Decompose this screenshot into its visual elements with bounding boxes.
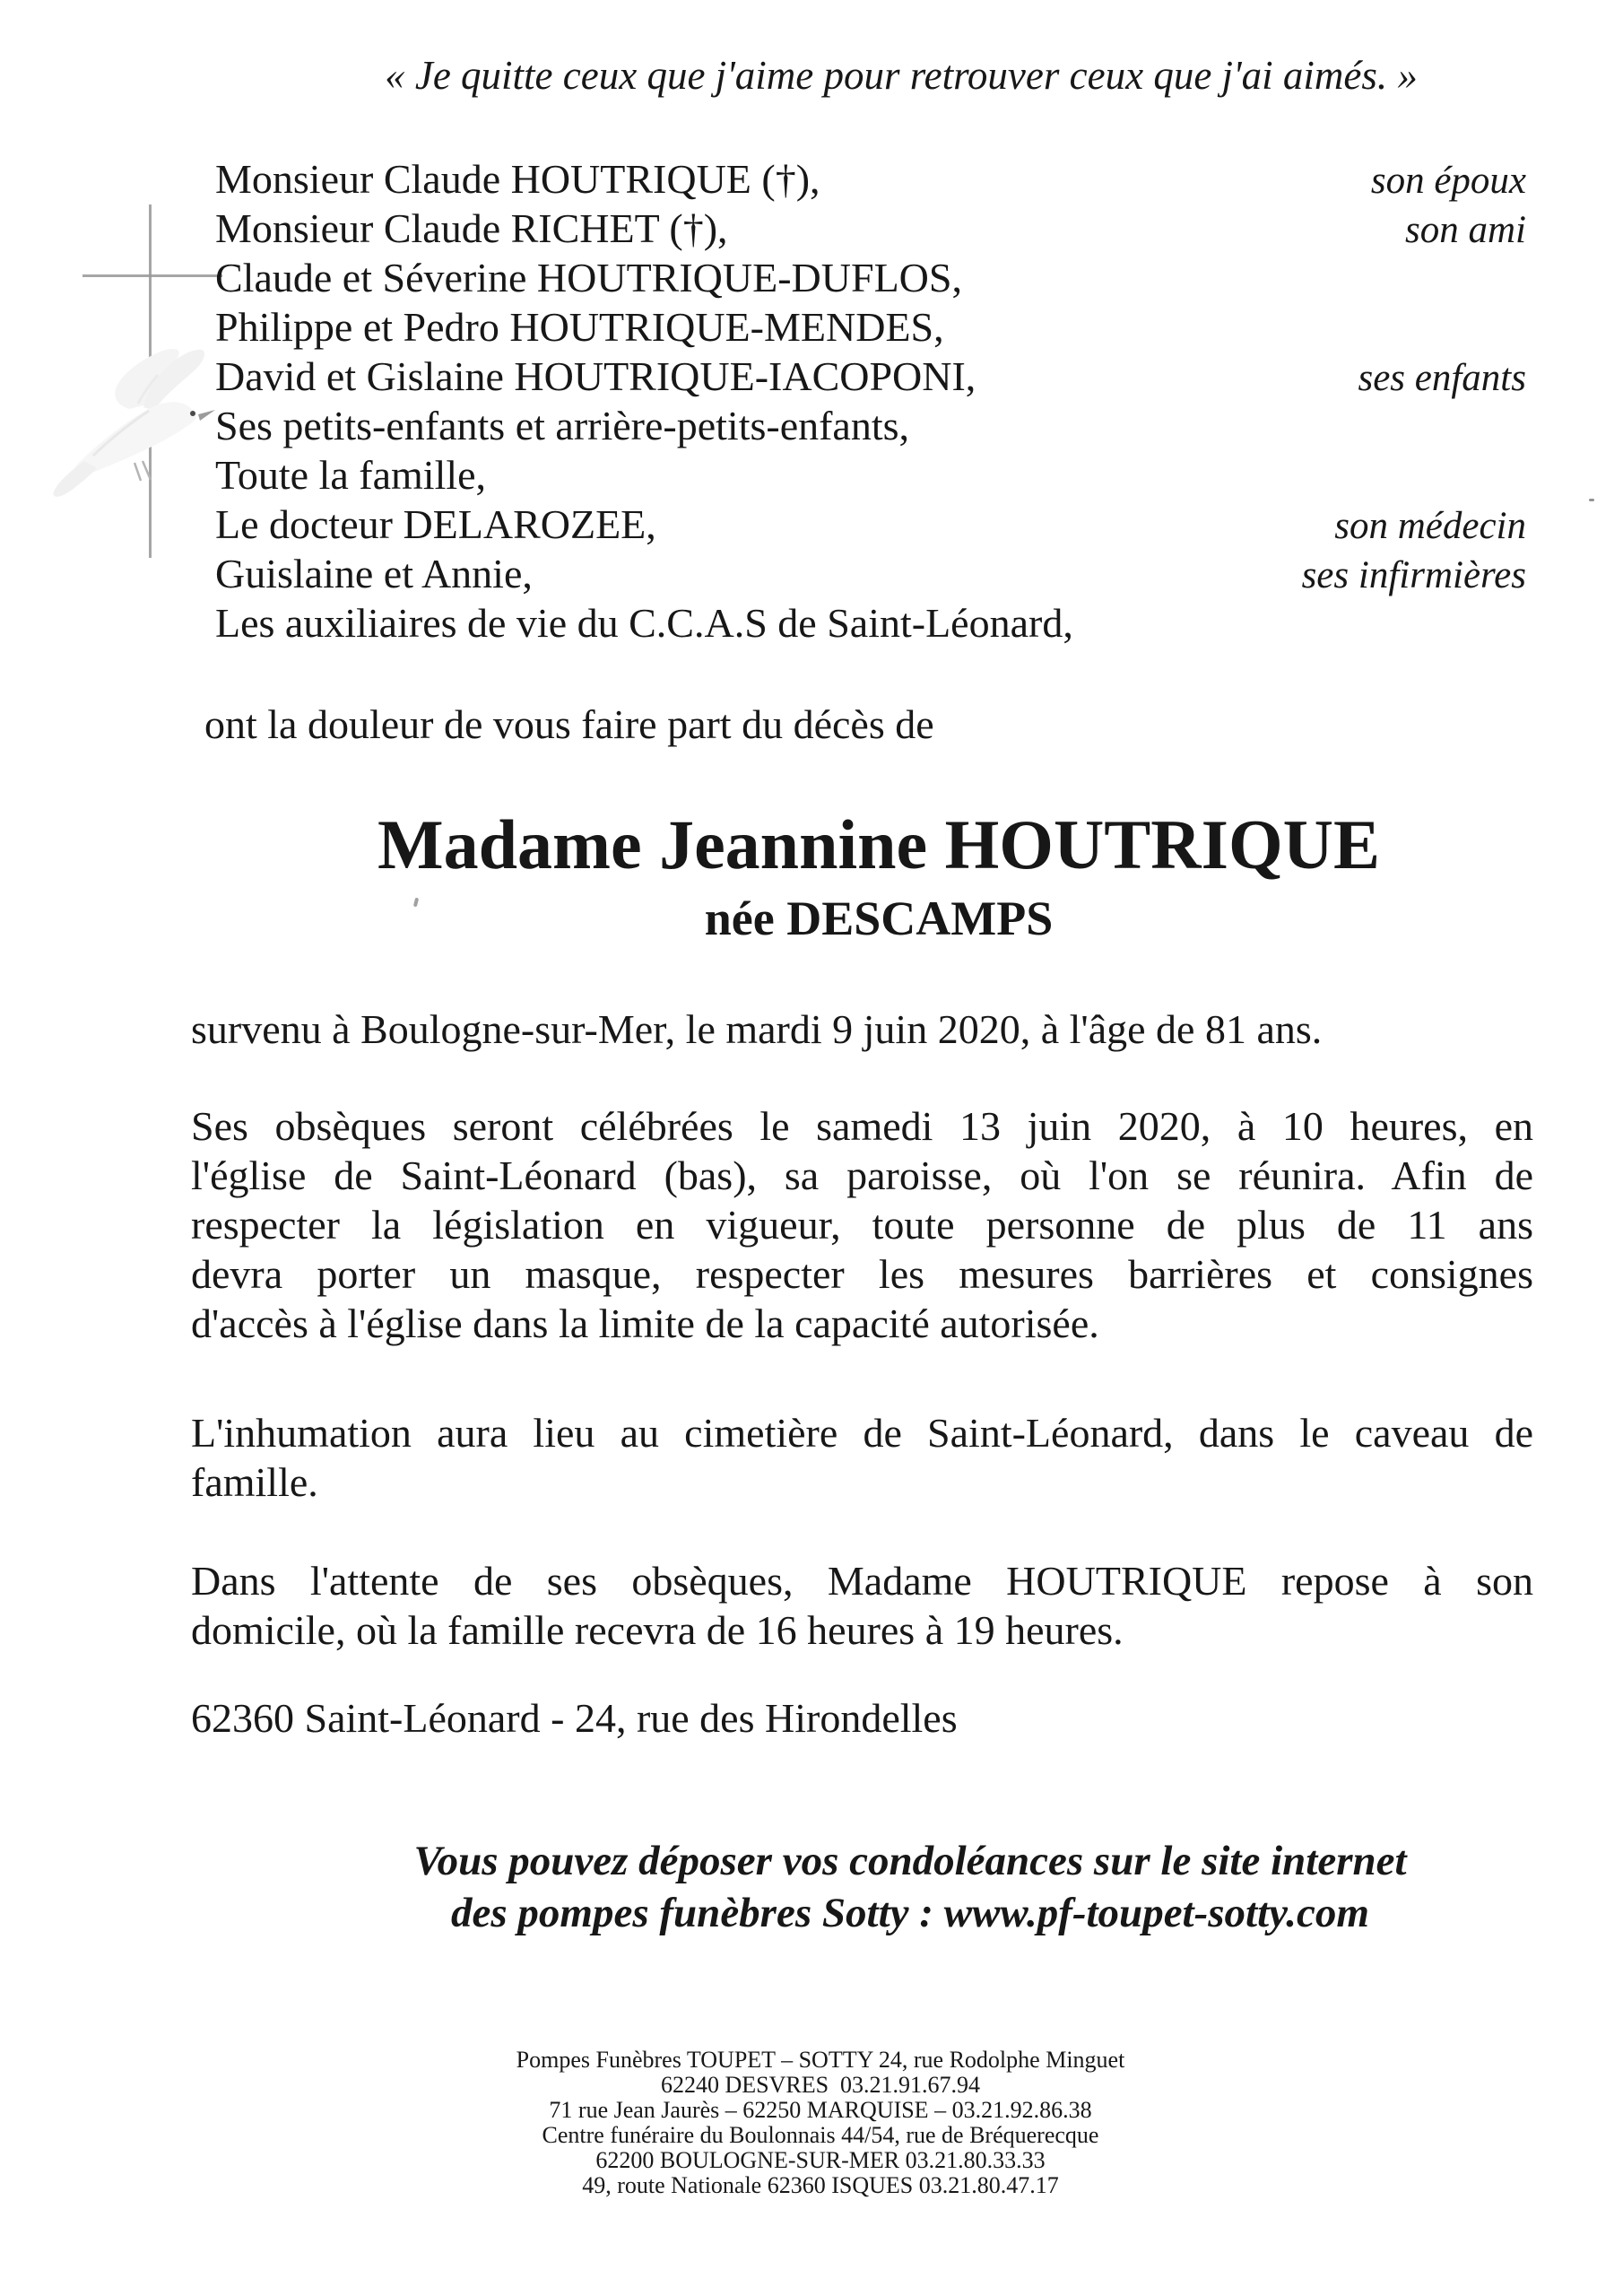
- footer-line: Pompes Funèbres TOUPET – SOTTY 24, rue Rodolphe Minguet: [516, 2047, 1125, 2073]
- mourner-row: [215, 549, 1526, 598]
- mourner-name: Monsieur Claude RICHET (†),: [215, 205, 728, 251]
- mourner-row: [215, 204, 1526, 253]
- mourner-row: [215, 253, 1526, 302]
- mourner-row: [215, 450, 1526, 500]
- paragraph-line: l'église de Saint-Léonard (bas), sa paroisse, où l'on se réunira. Afin de: [191, 1152, 1533, 1198]
- deceased-name-title: Madame Jeannine HOUTRIQUE: [377, 805, 1381, 883]
- mourner-row: [215, 302, 1526, 352]
- mourner-row: [215, 500, 1526, 549]
- mourner-relation: ses enfants: [1358, 357, 1526, 399]
- mourner-row: [215, 598, 1526, 648]
- mourner-relation: son époux: [1370, 160, 1526, 202]
- memorial-cross-icon: [82, 274, 222, 277]
- footer-line: 62200 BOULOGNE-SUR-MER 03.21.80.33.33: [595, 2147, 1046, 2173]
- mourner-name: Le docteur DELAROZEE,: [215, 501, 656, 547]
- paragraph-line: d'accès à l'église dans la limite de la capacité autorisée.: [191, 1300, 1099, 1346]
- dove-icon: [43, 339, 242, 515]
- mourner-relation: ses infirmières: [1301, 554, 1526, 596]
- footer-line: Centre funéraire du Boulonnais 44/54, rue de Bréquerecque: [542, 2122, 1099, 2148]
- condolence-note: [260, 1835, 1560, 1939]
- paragraph-line: devra porter un masque, respecter les mesures barrières et consignes: [191, 1251, 1533, 1297]
- announcement-text: ont la douleur de vous faire part du décès de: [204, 701, 934, 747]
- mourner-name: Claude et Séverine HOUTRIQUE-DUFLOS,: [215, 255, 962, 300]
- paragraph-line: respecter la législation en vigueur, toute personne de plus de 11 ans: [191, 1202, 1533, 1248]
- mourner-relation: son ami: [1405, 209, 1526, 251]
- address-line: 62360 Saint-Léonard - 24, rue des Hirondelles: [191, 1695, 958, 1741]
- paragraph-line: famille.: [191, 1459, 318, 1505]
- paragraph-line: domicile, où la famille recevra de 16 heures à 19 heures.: [191, 1607, 1124, 1653]
- mourner-name: Les auxiliaires de vie du C.C.A.S de Saint-Léonard,: [215, 600, 1073, 646]
- paragraph-line: Dans l'attente de ses obsèques, Madame HOUTRIQUE repose à son: [191, 1558, 1533, 1604]
- footer-line: 49, route Nationale 62360 ISQUES 03.21.80.47.17: [582, 2172, 1059, 2198]
- mourner-row: [215, 154, 1526, 204]
- maiden-name: née DESCAMPS: [704, 891, 1054, 945]
- footer-line: 71 rue Jean Jaurès – 62250 MARQUISE – 03.21.92.86.38: [549, 2097, 1092, 2123]
- paragraph-line: Ses obsèques seront célébrées le samedi 13 juin 2020, à 10 heures, en: [191, 1103, 1533, 1149]
- condolence-line: Vous pouvez déposer vos condoléances sur le site internet: [413, 1838, 1407, 1884]
- mourners-list: [215, 154, 1526, 648]
- mourner-name: Philippe et Pedro HOUTRIQUE-MENDES,: [215, 304, 944, 350]
- mourner-relation: son médecin: [1334, 505, 1526, 547]
- visitation-paragraph: [191, 1556, 1533, 1655]
- mourner-name: Ses petits-enfants et arrière-petits-enfants,: [215, 403, 910, 448]
- burial-paragraph: [191, 1408, 1533, 1507]
- mourner-name: Monsieur Claude HOUTRIQUE (†),: [215, 156, 820, 202]
- paragraph-line: L'inhumation aura lieu au cimetière de Saint-Léonard, dans le caveau de: [191, 1410, 1533, 1456]
- condolence-line: des pompes funèbres Sotty : www.pf-toupet-sotty.com: [451, 1890, 1369, 1936]
- scan-speck: [1589, 499, 1594, 501]
- mourner-name: Toute la famille,: [215, 452, 487, 498]
- footer-line: 62240 DESVRES 03.21.91.67.94: [660, 2072, 981, 2098]
- mourner-name: David et Gislaine HOUTRIQUE-IACOPONI,: [215, 353, 976, 399]
- mourner-name: Guislaine et Annie,: [215, 551, 533, 596]
- mourner-row: [215, 401, 1526, 450]
- mourner-row: [215, 352, 1526, 401]
- funeral-paragraph: [191, 1101, 1533, 1348]
- funeral-home-footer: [211, 2048, 1430, 2198]
- death-date-line: survenu à Boulogne-sur-Mer, le mardi 9 juin 2020, à l'âge de 81 ans.: [191, 1006, 1323, 1052]
- epigraph-quote: « Je quitte ceux que j'aime pour retrouver ceux que j'ai aimés. »: [385, 53, 1418, 98]
